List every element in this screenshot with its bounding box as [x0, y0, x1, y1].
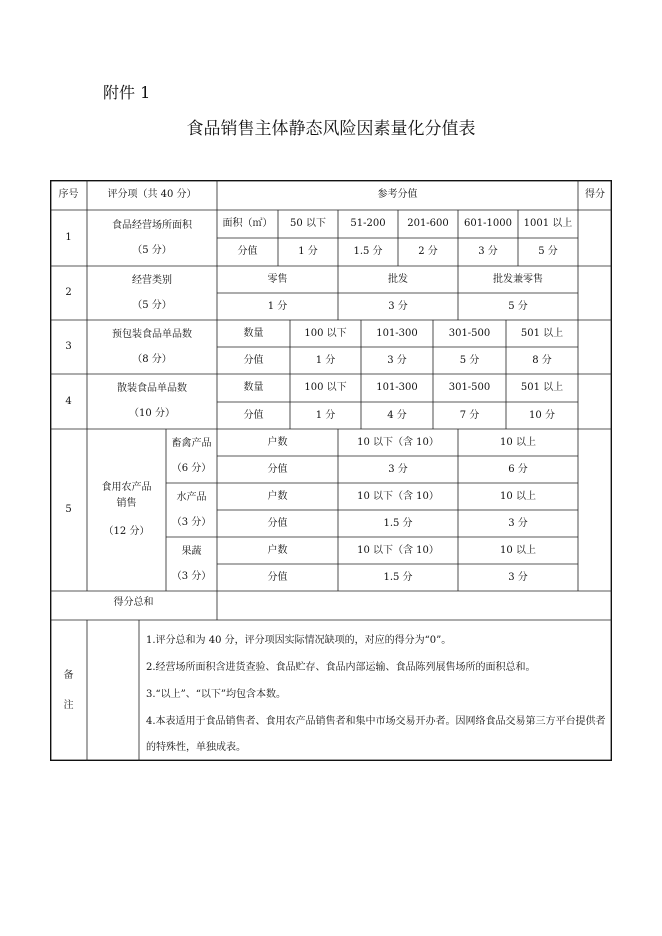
row5-sub1-h2: 10 以上 [500, 436, 536, 448]
row5-sub2-h2: 10 以上 [500, 490, 536, 502]
note-3: 3.“以上”、“以下”均包含本数。 [146, 689, 286, 700]
row5-sub3-h0: 户数 [267, 544, 288, 556]
row2-item-points: （5 分） [132, 299, 172, 311]
row2-h0: 零售 [267, 273, 288, 285]
row3-h4: 501 以上 [520, 327, 564, 339]
row1-h5: 1001 以上 [523, 218, 573, 229]
row3-item [87, 320, 217, 374]
notes-label [50, 620, 87, 761]
row4-h1: 100 以下 [304, 382, 347, 393]
row5-sub3-h2: 10 以上 [500, 544, 536, 556]
row4-h4: 501 以上 [520, 382, 564, 393]
row5-sub2-v2: 3 分 [508, 517, 528, 529]
row2-item [87, 266, 217, 320]
total-label: 得分总和 [113, 597, 154, 608]
row2-v1: 3 分 [388, 300, 408, 312]
row4-v0: 分值 [243, 409, 264, 421]
row5-item-line1: 食用农产品 [101, 482, 152, 493]
row4-v4: 10 分 [529, 409, 555, 421]
row3-item-name: 预包装食品单品数 [112, 328, 192, 340]
row5-sub1-points: （6 分） [171, 462, 212, 474]
row3-h0: 数量 [243, 327, 264, 339]
row3-seq: 3 [65, 341, 72, 352]
note-4: 4.本表适用于食品销售者、食用农产品销售者和集中市场交易开办者。因网络食品交易第三方平台提供者的特殊性，单独成表。 [146, 716, 606, 753]
row1-v5: 5 分 [538, 246, 558, 257]
score-table [50, 180, 612, 761]
row5-sub2-h1: 10 以下（含 10） [357, 490, 439, 502]
row3-h3: 301-500 [448, 327, 491, 339]
row5-sub2-h0: 户数 [267, 490, 288, 502]
row2-h1: 批发 [388, 273, 408, 285]
row4-h3: 301-500 [448, 382, 491, 393]
row4-h2: 101-300 [376, 382, 418, 393]
row4-v1: 1 分 [315, 409, 336, 421]
notes-label-2: 注 [63, 699, 74, 711]
attachment-label: 附件 1 [103, 83, 151, 102]
row1-v3: 2 分 [418, 246, 438, 257]
row4-item-name: 散装食品单品数 [117, 383, 187, 394]
document-title: 食品销售主体静态风险因素量化分值表 [186, 119, 476, 139]
row1-h3: 201-600 [407, 218, 449, 229]
row4-v3: 7 分 [459, 409, 480, 421]
row5-sub1-h0: 户数 [267, 436, 288, 448]
header-item: 评分项（共 40 分） [107, 189, 197, 200]
row5-sub3-name: 果蔬 [181, 545, 202, 557]
row4-item [87, 374, 217, 429]
row4-v2: 4 分 [387, 409, 407, 421]
row3-v2: 3 分 [387, 354, 407, 366]
row1-item [87, 210, 217, 266]
row1-v4: 3 分 [478, 246, 498, 257]
row3-v4: 8 分 [532, 354, 552, 366]
header-score: 得分 [585, 189, 605, 200]
row5-sub1-v0: 分值 [267, 463, 288, 475]
row5-sub2-label [166, 483, 217, 537]
row3-h2: 101-300 [376, 327, 418, 339]
header-seq: 序号 [58, 189, 79, 200]
row5-sub1-h1: 10 以下（含 10） [357, 436, 439, 448]
row3-v0: 分值 [243, 354, 264, 366]
row5-sub3-v1: 1.5 分 [383, 571, 413, 583]
row2-h2: 批发兼零售 [493, 273, 543, 285]
notes-label-1: 备 [63, 669, 74, 681]
row5-sub1-v1: 3 分 [388, 463, 408, 475]
row5-item [87, 429, 166, 591]
row5-sub3-v2: 3 分 [508, 571, 528, 583]
row4-item-points: （10 分） [129, 408, 175, 419]
row2-v2: 5 分 [508, 300, 528, 312]
row5-sub1-label [166, 429, 217, 483]
row5-sub3-v0: 分值 [267, 571, 288, 583]
row5-sub2-v0: 分值 [267, 517, 288, 529]
row5-item-points: （12 分） [103, 526, 150, 537]
row2-seq: 2 [65, 287, 72, 298]
note-2: 2.经营场所面积含进货查验、食品贮存、食品内部运输、食品陈列展售场所的面积总和。 [146, 662, 536, 673]
row1-h2: 51-200 [350, 218, 386, 229]
row3-v3: 5 分 [459, 354, 480, 366]
header-ref: 参考分值 [377, 189, 418, 200]
row3-v1: 1 分 [315, 354, 336, 366]
row5-sub3-h1: 10 以下（含 10） [357, 544, 439, 556]
row1-h1: 50 以下 [290, 218, 326, 229]
row5-sub1-name: 畜禽产品 [171, 437, 212, 449]
note-1: 1.评分总和为 40 分，评分项因实际情况缺项的，对应的得分为“0”。 [146, 635, 452, 646]
row1-v0: 分值 [237, 246, 258, 257]
row3-item-points: （8 分） [132, 353, 172, 365]
row5-sub1-v2: 6 分 [508, 463, 528, 475]
row1-h4: 601-1000 [464, 218, 512, 229]
row5-sub2-points: （3 分） [171, 516, 212, 528]
row4-seq: 4 [65, 395, 72, 407]
row1-h0: 面积（㎡） [222, 218, 273, 229]
row5-sub2-name: 水产品 [176, 491, 207, 503]
row4-h0: 数量 [243, 382, 264, 393]
row3-h1: 100 以下 [304, 327, 347, 339]
row1-v1: 1 分 [298, 246, 318, 257]
row2-item-name: 经营类别 [132, 274, 172, 286]
row5-item-line2: 销售 [116, 498, 137, 509]
row5-sub3-label [166, 537, 217, 591]
row1-item-name: 食品经营场所面积 [112, 219, 192, 231]
row2-v0: 1 分 [267, 300, 288, 312]
row5-sub3-points: （3 分） [171, 570, 212, 582]
row1-item-points: （5 分） [132, 244, 172, 256]
row5-seq: 5 [65, 504, 72, 515]
row1-v2: 1.5 分 [353, 246, 383, 257]
row1-seq: 1 [65, 232, 72, 243]
row5-sub2-v1: 1.5 分 [383, 517, 413, 529]
